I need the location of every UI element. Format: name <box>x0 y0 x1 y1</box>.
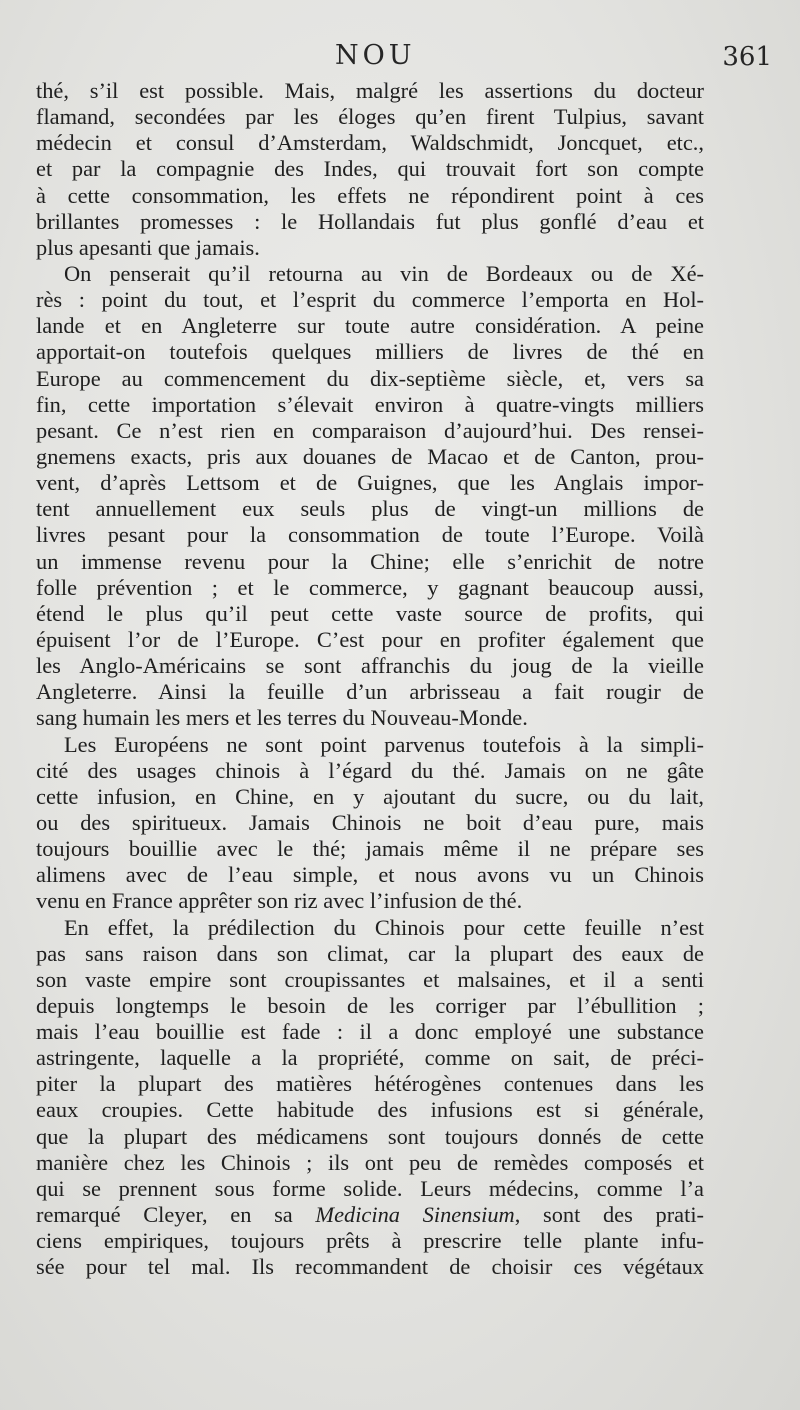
paragraph-3 <box>36 732 704 915</box>
text-line: sée pour tel mal. Ils recommandent de choisir ces végétaux <box>36 1254 704 1280</box>
paragraph-1 <box>36 78 704 261</box>
text-line: qui se prennent sous forme solide. Leurs médecins, comme l’a <box>36 1175 704 1201</box>
text-fragment: , sont des prati- <box>514 1202 704 1228</box>
page-number: 361 <box>722 42 772 72</box>
text-line: apportait-on toutefois quelques milliers de livres de thé en <box>36 339 704 365</box>
text-line: thé, s’il est possible. Mais, malgré les assertions du docteur <box>36 78 704 103</box>
text-line: toujours bouillie avec le thé; jamais même il ne prépare ses <box>36 836 704 862</box>
text-line: On penserait qu’il retourna au vin de Bordeaux ou de Xé- <box>64 260 704 286</box>
text-line: cité des usages chinois à l’égard du thé. Jamais on ne gâte <box>36 757 704 783</box>
text-line: sang humain les mers et les terres du Nouveau-Monde. <box>36 705 528 731</box>
text-line: rès : point du tout, et l’esprit du commerce l’emporta en Hol- <box>36 287 704 313</box>
text-line: flamand, secondées par les éloges qu’en firent Tulpius, savant <box>36 104 704 130</box>
text-line: pesant. Ce n’est rien en comparaison d’aujourd’hui. Des rensei- <box>36 417 704 443</box>
text-fragment: remarqué Cleyer, en sa <box>36 1202 316 1228</box>
text-line: les Anglo-Américains se sont affranchis du joug de la vieille <box>36 653 704 679</box>
text-line-with-italic <box>36 1202 704 1228</box>
text-line: plus apesanti que jamais. <box>36 234 260 260</box>
text-line: Les Européens ne sont point parvenus toutefois à la simpli- <box>64 731 704 757</box>
text-line: tent annuellement eux seuls plus de vingt-un millions de <box>36 496 704 522</box>
text-line: alimens avec de l’eau simple, et nous avons vu un Chinois <box>36 862 704 888</box>
body-text <box>36 78 704 1280</box>
text-line: pas sans raison dans son climat, car la plupart des eaux de <box>36 940 704 966</box>
text-line: médecin et consul d’Amsterdam, Waldschmidt, Joncquet, etc., <box>36 130 704 156</box>
text-line: ciens empiriques, toujours prêts à prescrire telle plante infu- <box>36 1228 704 1254</box>
text-line: depuis longtemps le besoin de les corriger par l’ébullition ; <box>36 992 704 1018</box>
text-line: Europe au commencement du dix-septième siècle, et, vers sa <box>36 365 704 391</box>
text-line: venu en France apprêter son riz avec l’infusion de thé. <box>36 888 523 914</box>
text-line: épuisent l’or de l’Europe. C’est pour en profiter également que <box>36 626 704 652</box>
text-line: ou des spiritueux. Jamais Chinois ne boit d’eau pure, mais <box>36 809 704 835</box>
text-line: étend le plus qu’il peut cette vaste source de profits, qui <box>36 600 704 626</box>
paragraph-4 <box>36 915 704 1281</box>
text-line: En effet, la prédilection du Chinois pour cette feuille n’est <box>64 914 704 940</box>
text-line: fin, cette importation s’élevait environ à quatre-vingts milliers <box>36 391 704 417</box>
running-title: NOU <box>335 40 416 71</box>
text-line: eaux croupies. Cette habitude des infusions est si générale, <box>36 1097 704 1123</box>
text-line: manière chez les Chinois ; ils ont peu de remèdes composés et <box>36 1149 704 1175</box>
text-line: astringente, laquelle a la propriété, comme on sait, de préci- <box>36 1045 704 1071</box>
text-line: que la plupart des médicamens sont toujours donnés de cette <box>36 1123 704 1149</box>
text-line: mais l’eau bouillie est fade : il a donc employé une substance <box>36 1019 704 1045</box>
text-line: livres pesant pour la consommation de toute l’Europe. Voilà <box>36 522 704 548</box>
text-line: Angleterre. Ainsi la feuille d’un arbrisseau a fait rougir de <box>36 679 704 705</box>
text-line: et par la compagnie des Indes, qui trouvait fort son compte <box>36 156 704 182</box>
text-line: cette infusion, en Chine, en y ajoutant du sucre, ou du lait, <box>36 783 704 809</box>
book-title-italic: Medicina Sinensium <box>315 1202 515 1228</box>
running-head <box>0 40 800 80</box>
paragraph-2 <box>36 261 704 732</box>
text-line: folle prévention ; et le commerce, y gagnant beaucoup aussi, <box>36 574 704 600</box>
text-line: vent, d’après Lettsom et de Guignes, que les Anglais impor- <box>36 470 704 496</box>
text-line: brillantes promesses : le Hollandais fut plus gonflé d’eau et <box>36 208 704 234</box>
text-line: à cette consommation, les effets ne répondirent point à ces <box>36 182 704 208</box>
text-line: piter la plupart des matières hétérogènes contenues dans les <box>36 1071 704 1097</box>
text-line: son vaste empire sont croupissantes et malsaines, et il a senti <box>36 966 704 992</box>
text-line: un immense revenu pour la Chine; elle s’enrichit de notre <box>36 548 704 574</box>
text-line: lande et en Angleterre sur toute autre considération. A peine <box>36 313 704 339</box>
text-line: gnemens exacts, pris aux douanes de Macao et de Canton, prou- <box>36 443 704 469</box>
